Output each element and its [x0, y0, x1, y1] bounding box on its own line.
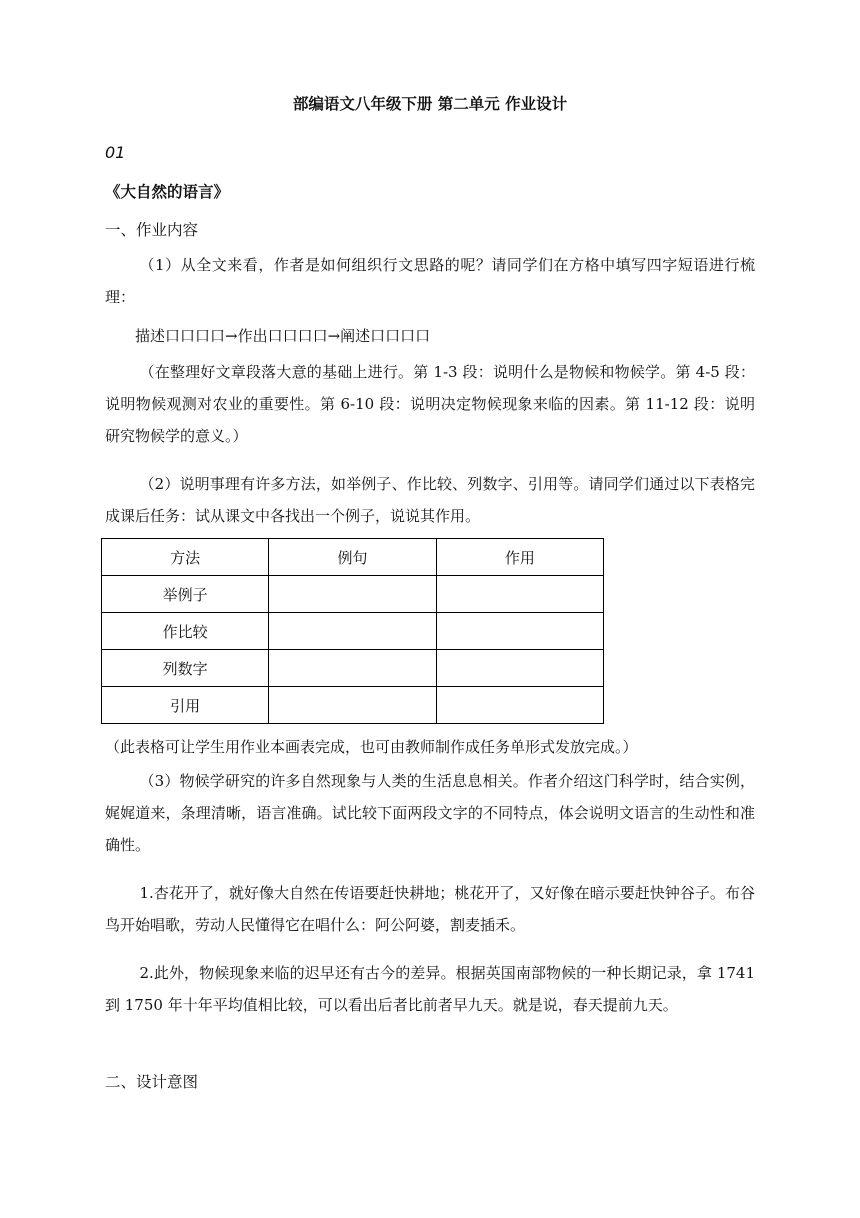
table-row	[102, 650, 604, 687]
effect-cell	[436, 613, 603, 650]
question-2: （2）说明事理有许多方法，如举例子、作比较、列数字、引用等。请同学们通过以下表格完成课后任务：试从课文中各找出一个例子，说说其作用。	[105, 475, 755, 525]
question-1: （1）从全文来看，作者是如何组织行文思路的呢？请同学们在方格中填写四字短语进行梳理：	[105, 256, 755, 306]
method-cell: 列数字	[102, 650, 269, 687]
example-cell	[269, 650, 436, 687]
section-heading-design: 二、设计意图	[105, 1073, 199, 1091]
question-3-item-1: 1.杏花开了，就好像大自然在传语要赶快耕地；桃花开了，又好像在暗示要赶快钟谷子。布谷鸟开始唱歌，劳动人民懂得它在唱什么：阿公阿婆，割麦插禾。	[105, 884, 755, 934]
table-note: （此表格可让学生用作业本画表完成，也可由教师制作成任务单形式发放完成。）	[105, 738, 638, 756]
lesson-title: 《大自然的语言》	[105, 183, 230, 201]
table-header-cell: 方法	[102, 539, 269, 576]
question-1-hint: （在整理好文章段落大意的基础上进行。第 1-3 段：说明什么是物候和物候学。第 4-5 段：说明物候观测对农业的重要性。第 6-10 段：说明决定物候现象来临的因素。第 11-12 段：说明研究物候学的意义。）	[105, 363, 755, 445]
example-cell	[269, 687, 436, 724]
table-header-row	[102, 539, 604, 576]
document-title: 部编语文八年级下册 第二单元 作业设计	[292, 95, 568, 113]
question-3: （3）物候学研究的许多自然现象与人类的生活息息相关。作者介绍这门科学时，结合实例，娓娓道来，条理清晰，语言准确。试比较下面两段文字的不同特点，体会说明文语言的生动性和准确性。	[105, 772, 755, 854]
method-cell: 引用	[102, 687, 269, 724]
question-3-item-2: 2.此外，物候现象来临的迟早还有古今的差异。根据英国南部物候的一种长期记录，拿 1741 到 1750 年十年平均值相比较，可以看出后者比前者早九天。就是说，春天提前九天。	[105, 964, 755, 1014]
table-row	[102, 576, 604, 613]
effect-cell	[436, 576, 603, 613]
effect-cell	[436, 650, 603, 687]
example-cell	[269, 613, 436, 650]
method-cell: 作比较	[102, 613, 269, 650]
table-row	[102, 687, 604, 724]
methods-table	[101, 538, 604, 724]
section-heading-content: 一、作业内容	[105, 221, 199, 239]
table-row	[102, 613, 604, 650]
method-cell: 举例子	[102, 576, 269, 613]
example-cell	[269, 576, 436, 613]
question-1-chain: 描述口口口口→作出口口口口→阐述口口口口	[135, 327, 431, 345]
table-header-cell: 例句	[269, 539, 436, 576]
effect-cell	[436, 687, 603, 724]
table-header-cell: 作用	[436, 539, 603, 576]
section-number: 01	[105, 143, 126, 162]
